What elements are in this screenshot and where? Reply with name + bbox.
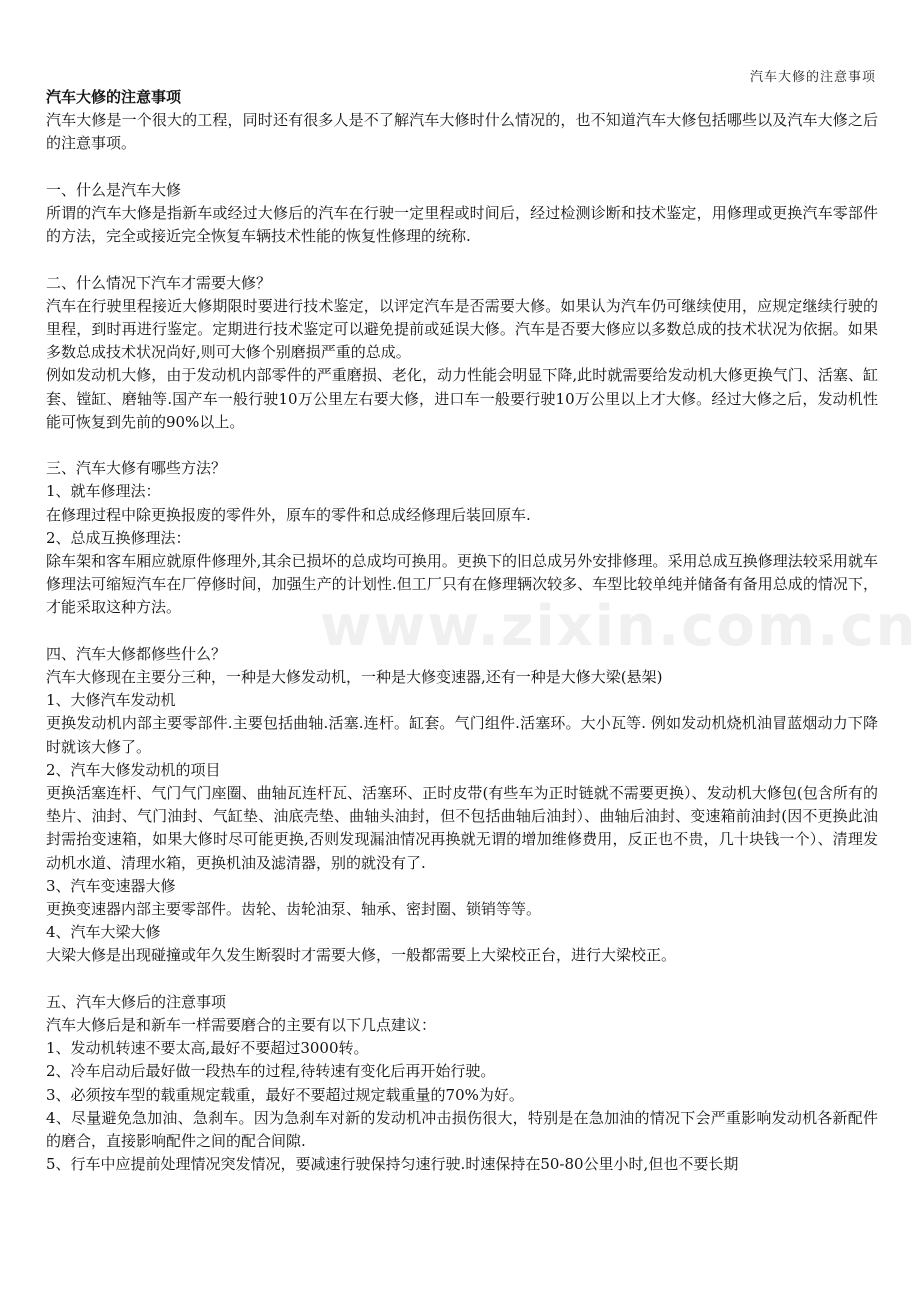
section-5-heading: 五、汽车大修后的注意事项: [46, 992, 227, 1011]
section-3-paragraph-2: 除车架和客车厢应就原件修理外,其余已损坏的总成均可换用。更换下的旧总成另外安排修理。采用总成互换修理法较采用就车修理法可缩短汽车在厂停修时间，加强生产的计划性.但工厂只有在修理辆次较多、车型比较单纯并储备有备用总成的情况下，才能采取这种方法。: [46, 552, 878, 617]
section-4-subheading-3: 3、汽车变速器大修: [46, 876, 176, 895]
section-3-subheading-1: 1、就车修理法：: [46, 482, 161, 501]
section-4-intro: 汽车大修现在主要分三种，一种是大修发动机，一种是大修变速器,还有一种是大修大梁(悬架): [46, 668, 663, 687]
section-2-paragraph-1: 汽车在行驶里程接近大修期限时要进行技术鉴定，以评定汽车是否需要大修。如果认为汽车仍可继续使用，应规定继续行驶的里程，到时再进行鉴定。定期进行技术鉴定可以避免提前或延误大修。汽车是否要大修应以多数总成的技术状况为依据。如果多数总成技术状况尚好,则可大修个别磨损严重的总成。: [46, 296, 878, 362]
section-4-subheading-2: 2、汽车大修发动机的项目: [46, 760, 221, 779]
running-header: 汽车大修的注意事项: [749, 70, 876, 85]
section-4-paragraph-3: 更换变速器内部主要零部件。齿轮、齿轮油泵、轴承、密封圈、锁销等等。: [46, 900, 542, 919]
section-5-intro: 汽车大修后是和新车一样需要磨合的主要有以下几点建议：: [46, 1016, 437, 1035]
document-body: [46, 86, 878, 1176]
section-4-paragraph-2: 更换活塞连杆、气门气门座圈、曲轴瓦连杆瓦、活塞环、正时皮带(有些车为正时链就不需要更换）、发动机大修包(包含所有的垫片、油封、气门油封、气缸垫、油底壳垫、曲轴头油封，但不包括曲轴后油封）、曲轴后油封、变速箱前油封(因不更换此油封需抬变速箱，如果大修时尽可能更换,否则发现漏油情况再换就无谓的增加维修费用，反正也不贵，几十块钱一个）、清理发动机水道、清理水箱，更换机油及滤清器，别的就没有了.: [46, 784, 878, 872]
section-3-heading: 三、汽车大修有哪些方法？: [46, 459, 227, 478]
section-4-paragraph-1: 更换发动机内部主要零部件.主要包括曲轴.活塞.连杆。缸套。气门组件.活塞环。大小瓦等. 例如发动机烧机油冒蓝烟动力下降时就该大修了。: [46, 714, 878, 756]
document-title: 汽车大修的注意事项: [46, 88, 182, 106]
section-1-paragraph: 所谓的汽车大修是指新车或经过大修后的汽车在行驶一定里程或时间后，经过检测诊断和技术鉴定，用修理或更换汽车零部件的方法，完全或接近完全恢复车辆技术性能的恢复性修理的统称.: [46, 204, 878, 246]
section-3-paragraph-1: 在修理过程中除更换报废的零件外，原车的零件和总成经修理后装回原车.: [46, 505, 531, 524]
section-5-item-5: 5、行车中应提前处理情况突发情况，要减速行驶保持匀速行驶.时速保持在50-80公里小时,但也不要长期: [46, 1155, 739, 1174]
section-2-heading: 二、什么情况下汽车才需要大修？: [46, 273, 272, 292]
section-5-item-3: 3、必须按车型的载重规定载重，最好不要超过规定载重量的70%为好。: [46, 1085, 524, 1104]
section-5-item-4: 4、尽量避免急加油、急刹车。因为急刹车对新的发动机冲击损伤很大，特别是在急加油的情况下会严重影响发动机各新配件的磨合，直接影响配件之间的配合间隙.: [46, 1108, 878, 1151]
section-4-heading: 四、汽车大修都修些什么？: [46, 644, 227, 663]
section-5-item-2: 2、冷车启动后最好做一段热车的过程,待转速有变化后再开始行驶。: [46, 1062, 496, 1081]
section-4-subheading-1: 1、大修汽车发动机: [46, 691, 176, 710]
watermark-text: www.zixin.com.cn: [320, 594, 918, 659]
section-4-paragraph-4: 大梁大修是出现碰撞或年久发生断裂时才需要大修，一般都需要上大梁校正台，进行大梁校正。: [46, 946, 677, 965]
intro-paragraph: 汽车大修是一个很大的工程，同时还有很多人是不了解汽车大修时什么情况的，也不知道汽车大修包括哪些以及汽车大修之后的注意事项。: [46, 111, 878, 153]
section-2-paragraph-2: 例如发动机大修，由于发动机内部零件的严重磨损、老化，动力性能会明显下降,此时就需要给发动机大修更换气门、活塞、缸套、镗缸、磨轴等.国产车一般行驶10万公里左右要大修，进口车一般要行驶10万公里以上才大修。经过大修之后，发动机性能可恢复到先前的90%以上。: [46, 366, 878, 431]
section-4-subheading-4: 4、汽车大梁大修: [46, 923, 161, 942]
section-1-heading: 一、什么是汽车大修: [46, 180, 182, 199]
section-3-subheading-2: 2、总成互换修理法：: [46, 528, 191, 547]
section-5-item-1: 1、发动机转速不要太高,最好不要超过3000转。: [46, 1039, 369, 1058]
